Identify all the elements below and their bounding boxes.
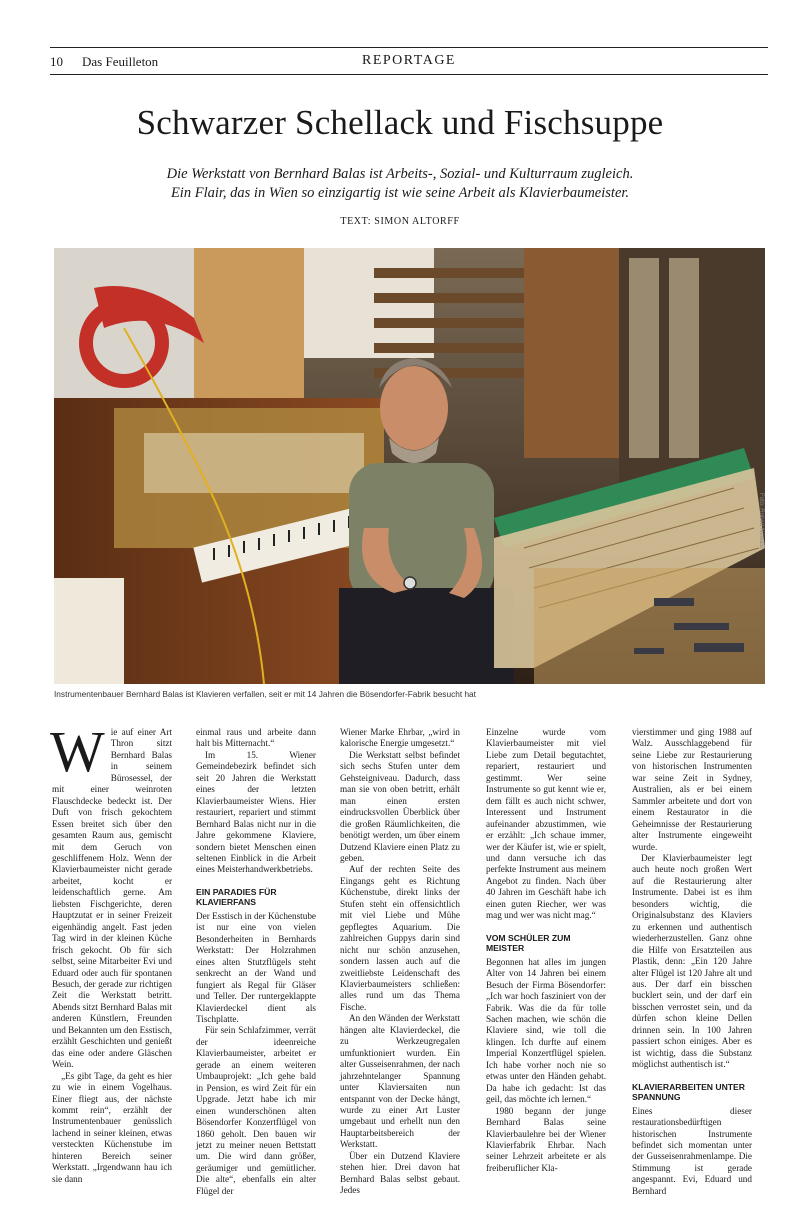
body-paragraph: einmal raus und arbeite dann halt bis Mitternacht.“ — [196, 727, 316, 749]
body-paragraph: Über ein Dutzend Klaviere stehen hier. Drei davon hat Bernhard Balas selbst gebaut. Jedes — [340, 1150, 460, 1196]
article-column-2 — [196, 727, 316, 1197]
subtitle-line: Die Werkstatt von Bernhard Balas ist Arbeits-, Sozial- und Kulturraum zugleich. — [166, 166, 634, 182]
body-paragraph: Begonnen hat alles im jungen Alter von 14 Jahren bei einem Besuch der Firma Bösendorfer: „Ich war hoch fasziniert von der Fabrik. Was die da für tolle Sachen machen, wie schön die Klaviere sind, wie toll die klingen. Ich durfte auf einem Imperial Konzertflügel spielen. Ich habe vorher noch nie so etwas unter den Händen gehabt. Da habe ich gedacht: Ist das geil, das möchte ich lernen.“ — [486, 956, 606, 1105]
photo-illustration — [54, 248, 765, 684]
article-column-1 — [50, 719, 172, 1185]
body-paragraph: „Es gibt Tage, da geht es hier zu wie in einem Vogelhaus. Einer fliegt aus, der nächste kommt rein“, erzählt der Instrumentenbauer genüsslich lachend in seiner kleinen, etwas versteckten Küchenstube im hinteren Bereich seiner Werkstatt. „Irgendwann hau ich sie dann — [52, 1070, 172, 1184]
drop-cap: W — [50, 719, 105, 784]
photo-credit: Foto: Robert Newald — [758, 492, 764, 548]
body-paragraph: Wiener Marke Ehrbar, „wird in kalorische Energie umgesetzt.“ — [340, 727, 460, 749]
body-paragraph: ie auf einer Art Thron sitzt Bernhard Balas in seinem Bürosessel, der mit einer weinroten Flauschdecke bedeckt ist. Der Duft von frisch gekochtem Essen breitet sich über den gesamten Raum aus, gemischt mit dem Geruch von geschliffenem Holz. Wenn der Klavierbaumeister nicht gerade arbeitet, kocht er leidenschaftlich gerne. Am liebsten Fischgerichte, deren Hauptzutat er in seiner Freizeit eigenhändig angelt. Fast jeden Tag wird in der kleinen Küche frisch gekocht. Ob für sich selbst, seine Mitarbeiter Evi und Eduard oder auch für spontanen Besuch, der gerade zur richtigen Zeit die Werkstatt betritt. Abends sitzt Bernhard Balas mit anderen Künstlern, Freunden und Bekannten um den Esstisch, erzählt Geschichten und genießt das eine oder andere Gläschen Wein. — [52, 727, 172, 1070]
body-paragraph: Im 15. Wiener Gemeindebezirk befindet sich seit 20 Jahren die Werkstatt eines der letzten Klavierbaumeister Wiens. Hier restauriert, repariert und stimmt Bernhard Balas nicht nur in die Jahre gekommene Klaviere, sondern bietet Menschen einen seltenen Einblick in die Arbeit eines Meisterhandwerkbetriebs. — [196, 749, 316, 875]
byline: TEXT: SIMON ALTORFF — [340, 216, 460, 227]
article-column-3 — [340, 727, 460, 1197]
body-paragraph: Auf der rechten Seite des Eingangs geht es Richtung Küchenstube, direkt links der Stufen steht ein offensichtlich mit viel Liebe und Mühe gepflegtes Aquarium. Die zahlreichen Guppys darin sind nicht nur schön anzusehen, sondern lassen auch auf die zweitliebste Leidenschaft des Klavierbaumeisters schließen: alles rund um das Thema Fische. — [340, 864, 460, 1012]
body-paragraph: An den Wänden der Werkstatt hängen alte Klavierdeckel, die zu Werkzeugregalen umfunktioniert wurden. Ein alter Gusseisenrahmen, der nach jahrzehntelanger Spannung unter Klaviersaiten nun entspannt von der Decke hängt, wurde zu einer Art Luster umgebaut und erhellt nun den Hauptarbeitsbereich der Werkstatt. — [340, 1013, 460, 1150]
workshop-photo — [54, 248, 765, 684]
body-paragraph: Eines dieser restaurationsbedürftigen historischen Instrumente befindet sich momentan unter der Gusseisenrahmenlampe. Die Stimmung ist gerade angespannt. Evi, Eduard und Bernhard — [632, 1105, 752, 1196]
page-number: 10 — [50, 54, 63, 69]
article-subtitle — [0, 165, 800, 203]
subtitle-line: Ein Flair, das in Wien so einzigartig ist wie seine Arbeit als Klavierbaumeister. — [170, 185, 630, 201]
section-heading: KLAVIERARBEITEN UNTER SPANNUNG — [632, 1081, 745, 1103]
body-paragraph: 1980 begann der junge Bernhard Balas seine Klavierbaulehre bei der Wiener Klavierfabrik Ehrbar. Nach seiner Lehrzeit arbeitete er als freiberuflicher Kla- — [486, 1105, 606, 1173]
body-paragraph: vierstimmer und ging 1988 auf Walz. Ausschlaggebend für seine Liebe zur Restaurierung von historischen Instrumenten war seine Zeit in Sydney, Australien, als er bei einem Sammler arbeitete und dort von einem Restaurator in die Geheimnisse der Restaurierung alter Instrumente eingeweiht wurde. — [632, 727, 752, 852]
photo-caption: Instrumentenbauer Bernhard Balas ist Klavieren verfallen, seit er mit 14 Jahren die Bösendorfer-Fabrik besucht hat — [54, 689, 476, 699]
section-heading: VOM SCHÜLER ZUM MEISTER — [486, 932, 571, 954]
section-heading: EIN PARADIES FÜR KLAVIERFANS — [196, 886, 277, 908]
body-paragraph: Für sein Schlafzimmer, verrät der ideenreiche Klavierbaumeister, arbeitet er gerade an einem weiteren Umbauprojekt: „Ich gehe bald in Pension, es wird Zeit für ein Upgrade. Jetzt habe ich mir einen wunderschönen alten Bösendorfer Konzertflügel von 1860 geholt. Den bauen wir jetzt zu meiner neuen Bettstatt um. Die wird dann größer, geräumiger und gemütlicher. Die alte“, ebenfalls ein alter Flügel der — [196, 1025, 316, 1196]
article-column-4 — [486, 727, 606, 1174]
article-title: Schwarzer Schellack und Fischsuppe — [136, 103, 664, 142]
section-name: Das Feuilleton — [82, 54, 159, 69]
article-column-5 — [632, 727, 752, 1197]
rubric-label: REPORTAGE — [362, 53, 456, 68]
page-header — [50, 47, 768, 75]
body-paragraph: Einzelne wurde vom Klavierbaumeister mit viel Liebe zum Detail begutachtet, repariert, restauriert und gestimmt. Wer seine Instrumente so gut kennt wie er, dem fällt es auch nicht schwer, Interessent und Instrument aufeinander abzustimmen, wie er erzählt: „Ich schaue immer, wer der Käufer ist, wie er spielt, und dann versuche ich das perfekte Instrument aus meinem Angebot zu finden. Nach über 40 Jahren im Geschäft habe ich einen guten Riecher, wer was mag und wer was nicht mag.“ — [486, 727, 606, 921]
body-paragraph: Der Klavierbaumeister legt auch heute noch großen Wert auf die Restaurierung alter Instrumente. Dabei ist es ihm besonders wichtig, die Originalsubstanz des Klaviers zu erkennen und authentisch wiederherzustellen. Ganz ohne die Hilfe von Ersatzteilen aus Plastik, denn: „Ein 120 Jahre alter Flügel ist 120 Jahre alt und aus. Der darf ein bisschen bucklert sein, und der darf ein bisschen verrostet sein, und da dürfen schon kleine Dellen drinnen sein. In 100 Jahren passiert schon einiges. Aber es ist wichtig, dass die Substanz möglichst authentisch ist.“ — [632, 852, 752, 1070]
body-paragraph: Die Werkstatt selbst befindet sich sechs Stufen unter dem Gehsteigniveau. Dadurch, dass man sie von oben betritt, erhält man einen ersten eindrucksvollen Überblick über die großen Räumlichkeiten, die benötigt werden, um über einem Dutzend Klaviere einen Platz zu geben. — [340, 749, 460, 863]
body-paragraph: Der Esstisch in der Küchenstube ist nur eine von vielen Besonderheiten in Bernhards Werkstatt: Der Holzrahmen eines alten Stutzflügels steht senkrecht an der Wand und fungiert als Regal für Gläser und Teller. Der runtergeklappte Klavierdeckel dient als Tischplatte. — [196, 910, 316, 1024]
